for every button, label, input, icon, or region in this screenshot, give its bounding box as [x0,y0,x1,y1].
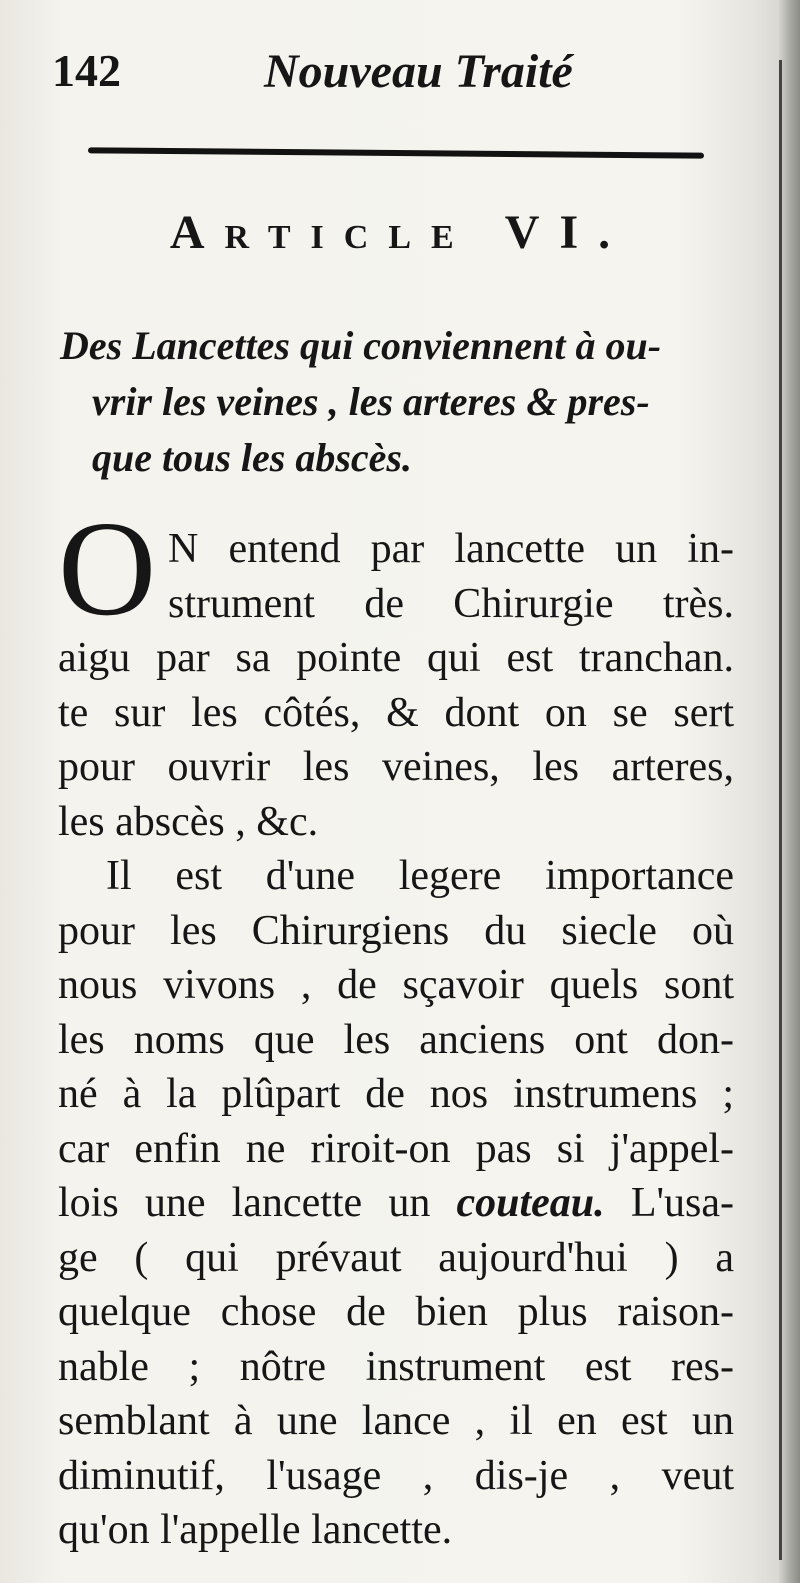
text-line: quelque chose de bien plus raison- [58,1289,734,1335]
text-line: nable ; nôtre instrument est res- [58,1343,734,1390]
text-segment: L'usa- [604,1180,735,1226]
text-line: les noms que les anciens ont don- [58,1016,734,1063]
text-line: pour ouvrir les veines, les arteres, [58,744,734,790]
text-line: semblant à une lance , il en est un [58,1398,734,1444]
italic-word-couteau: couteau. [456,1180,605,1226]
text-line: N entend par lancette un in- [168,526,734,572]
subheading-line: que tous les abscès. [92,435,412,480]
text-segment: lois une lancette un [58,1180,431,1226]
text-line: diminutif, l'usage , dis-je , veut [58,1452,734,1499]
subheading-line: vrir les veines , les arteres & pres- [92,379,650,424]
page-number: 142 [52,45,121,96]
article-subheading [60,318,730,486]
subheading-line: Des Lancettes qui conviennent à ou- [60,323,662,368]
text-line: les abscès , &c. [58,798,319,845]
text-line-mixed [58,1176,734,1231]
text-line: ge ( qui prévaut aujourd'hui ) a [58,1234,734,1281]
article-heading: Article VI. [169,206,631,259]
text-line: strument de Chirurgie très. [168,580,734,627]
text-line: car enfin ne riroit-on pas si j'appel- [58,1125,734,1172]
page-edge-shadow [779,60,782,1560]
text-line: nous vivons , de sçavoir quels sont [58,962,734,1008]
running-title: Nouveau Traité [264,45,573,98]
text-line: te sur les côtés, & dont on se sert [58,689,734,736]
text-line: qu'on l'appelle lancette. [58,1507,453,1553]
text-line: aigu par sa pointe qui est tranchan. [58,635,734,681]
drop-cap-letter: O [58,494,157,644]
running-header [52,40,702,100]
text-line: pour les Chirurgiens du siecle où [58,907,734,954]
text-line: Il est d'une legere importance [106,853,734,899]
body-text [58,522,734,1558]
text-line: né à la plûpart de nos instrumens ; [58,1071,734,1117]
